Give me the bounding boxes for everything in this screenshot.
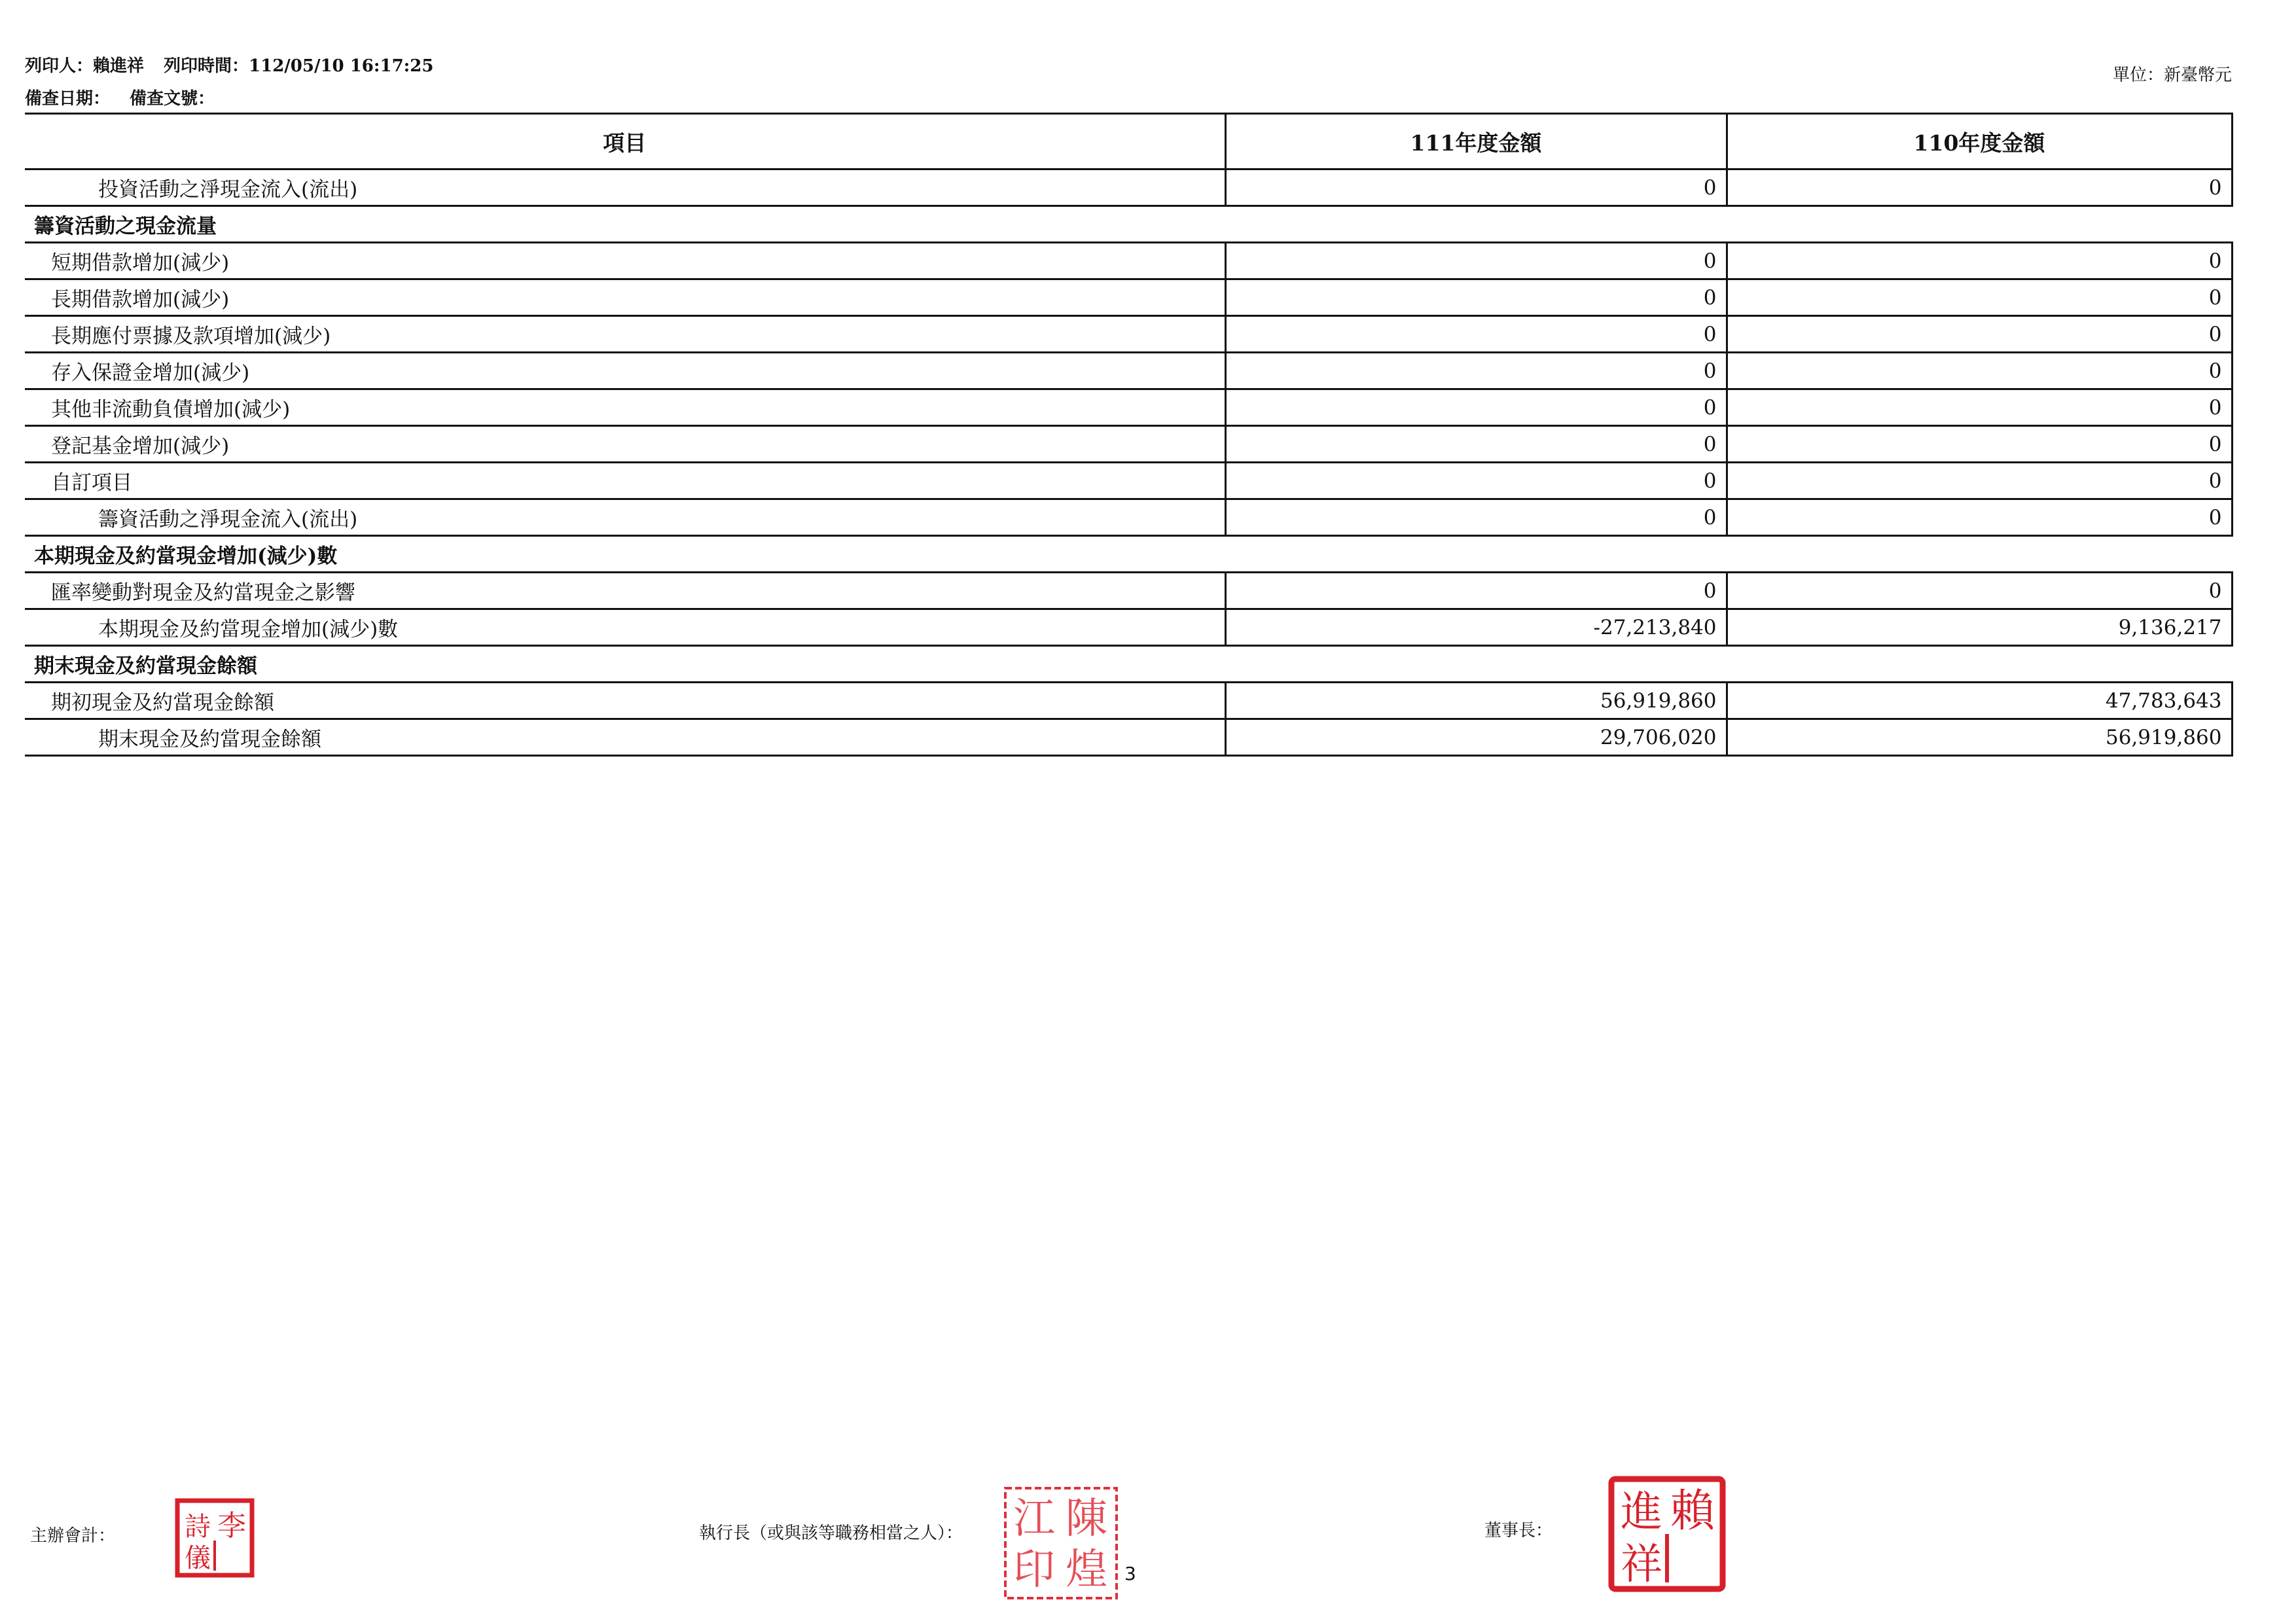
svg-text:詩: 詩 [185,1512,211,1542]
section-row [25,206,2232,243]
print-time-label: 列印時間：112/05/10 16:17:25 [164,56,434,76]
value-111: 0 [1225,389,1727,426]
table-row [25,683,2232,719]
table-row [25,499,2232,536]
value-110: 56,919,860 [1727,719,2232,756]
table-row [25,426,2232,463]
value-111: 0 [1225,499,1727,536]
value-110: 0 [1727,426,2232,463]
table-row [25,463,2232,499]
value-111: 56,919,860 [1225,683,1727,719]
row-label: 匯率變動對現金及約當現金之影響 [25,573,1225,609]
value-110: 9,136,217 [1727,609,2232,646]
table-row [25,609,2232,646]
printer-label: 列印人：賴進祥 [25,56,145,76]
svg-text:李: 李 [217,1509,246,1543]
value-110: 0 [1727,279,2232,316]
row-label: 自訂項目 [25,463,1225,499]
row-label: 長期應付票據及款項增加(減少) [25,316,1225,353]
accountant-seal [174,1497,255,1578]
table-row [25,573,2232,609]
print-info [25,52,433,77]
accountant-signature-label: 主辦會計： [30,1526,116,1546]
value-110: 0 [1727,463,2232,499]
row-label: 長期借款增加(減少) [25,279,1225,316]
value-110: 0 [1727,243,2232,279]
unit-label: 單位：新臺幣元 [2112,65,2232,85]
table-header-row [25,114,2232,169]
review-date-label: 備查日期： [25,89,111,109]
executive-seal [1003,1486,1119,1601]
table-row [25,719,2232,756]
row-label: 投資活動之淨現金流入(流出) [25,169,1225,206]
chairman-signature-label: 董事長： [1484,1521,1553,1541]
value-110: 0 [1727,389,2232,426]
svg-text:印: 印 [1013,1546,1055,1594]
svg-text:陳: 陳 [1066,1495,1107,1543]
value-110: 0 [1727,169,2232,206]
value-110: 0 [1727,499,2232,536]
col-header-110: 110年度金額 [1727,114,2232,169]
section-label: 籌資活動之現金流量 [25,206,2232,243]
value-111: -27,213,840 [1225,609,1727,646]
value-110: 0 [1727,573,2232,609]
table-row [25,316,2232,353]
review-doc-label: 備查文號： [130,89,215,109]
value-111: 0 [1225,169,1727,206]
chairman-seal [1607,1475,1727,1593]
table-row [25,353,2232,389]
value-111: 0 [1225,463,1727,499]
section-row [25,536,2232,573]
section-label: 期末現金及約當現金餘額 [25,646,2232,683]
table-row [25,279,2232,316]
table-row [25,389,2232,426]
value-111: 0 [1225,279,1727,316]
col-header-item: 項目 [25,114,1225,169]
row-label: 存入保證金增加(減少) [25,353,1225,389]
value-111: 0 [1225,316,1727,353]
table-row [25,169,2232,206]
review-info [25,85,215,109]
cash-flow-table [25,113,2233,757]
page-number: 3 [1124,1563,1136,1584]
svg-text:賴: 賴 [1670,1486,1715,1537]
value-110: 47,783,643 [1727,683,2232,719]
value-110: 0 [1727,353,2232,389]
svg-text:煌: 煌 [1066,1546,1107,1594]
col-header-111: 111年度金額 [1225,114,1727,169]
svg-text:江: 江 [1013,1495,1055,1543]
row-label: 期末現金及約當現金餘額 [25,719,1225,756]
section-label: 本期現金及約當現金增加(減少)數 [25,536,2232,573]
row-label: 籌資活動之淨現金流入(流出) [25,499,1225,536]
section-row [25,646,2232,683]
row-label: 短期借款增加(減少) [25,243,1225,279]
svg-text:進: 進 [1621,1488,1662,1537]
executive-signature-label: 執行長（或與該等職務相當之人）： [699,1524,963,1543]
value-111: 0 [1225,426,1727,463]
value-111: 0 [1225,353,1727,389]
value-111: 29,706,020 [1225,719,1727,756]
row-label: 其他非流動負債增加(減少) [25,389,1225,426]
row-label: 期初現金及約當現金餘額 [25,683,1225,719]
value-111: 0 [1225,573,1727,609]
svg-text:祥: 祥 [1621,1541,1662,1589]
svg-text:儀: 儀 [185,1543,211,1573]
row-label: 登記基金增加(減少) [25,426,1225,463]
value-111: 0 [1225,243,1727,279]
table-row [25,243,2232,279]
row-label: 本期現金及約當現金增加(減少)數 [25,609,1225,646]
value-110: 0 [1727,316,2232,353]
